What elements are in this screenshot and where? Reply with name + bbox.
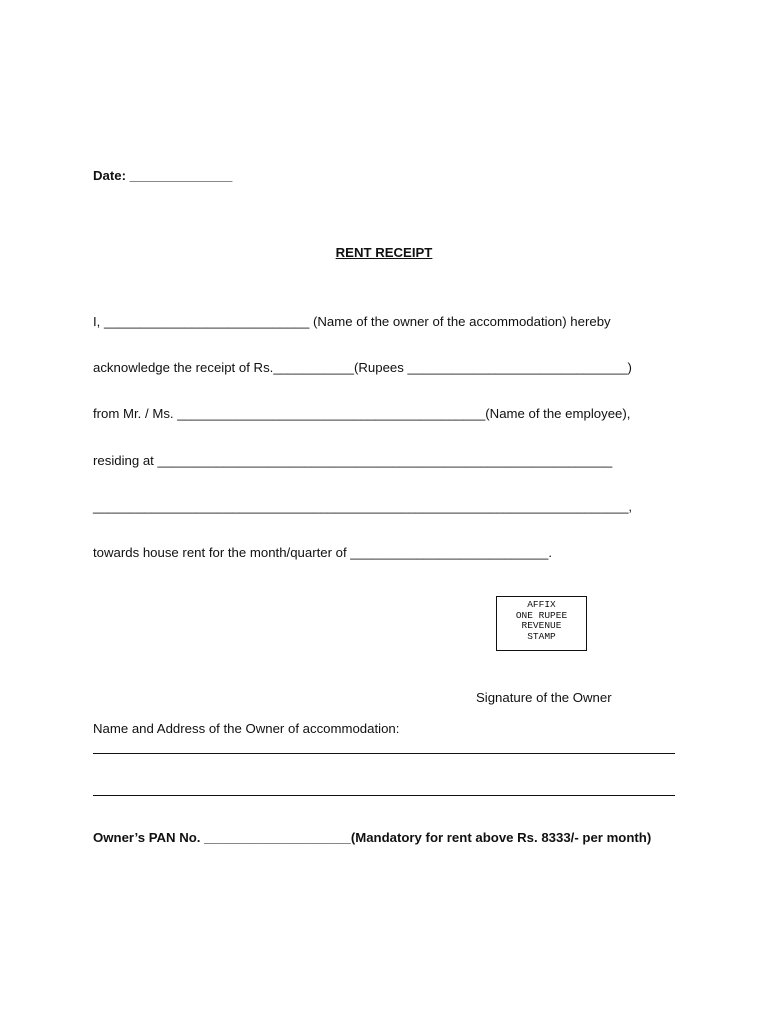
stamp-line-stamp: STAMP <box>527 630 556 642</box>
body-line-period: towards house rent for the month/quarter of ___________________________. <box>93 545 552 560</box>
owner-address-line-1 <box>93 753 675 754</box>
body-line-amount: acknowledge the receipt of Rs.___________(Rupees ______________________________) <box>93 360 632 375</box>
owner-pan-line: Owner’s PAN No. ____________________(Mandatory for rent above Rs. 8333/- per month) <box>93 830 652 845</box>
owner-address-label: Name and Address of the Owner of accommodation: <box>93 721 400 736</box>
body-line-owner: I, ____________________________ (Name of the owner of the accommodation) hereby <box>93 314 611 329</box>
stamp-line-revenue: REVENUE <box>521 620 562 631</box>
body-line-residence-cont: _________________________________________________________________________, <box>93 499 633 514</box>
revenue-stamp-box <box>496 596 587 651</box>
body-line-residence: residing at ______________________________________________________________ <box>93 453 613 468</box>
document-title: RENT RECEIPT <box>335 245 433 260</box>
owner-address-line-2 <box>93 795 675 796</box>
stamp-line-affix: AFFIX <box>527 599 556 610</box>
body-line-employee: from Mr. / Ms. __________________________________________(Name of the employee), <box>93 406 631 421</box>
date-line: Date: ______________ <box>93 168 233 183</box>
owner-signature-label: Signature of the Owner <box>476 690 612 705</box>
stamp-line-one-rupee: ONE RUPEE <box>515 609 568 621</box>
